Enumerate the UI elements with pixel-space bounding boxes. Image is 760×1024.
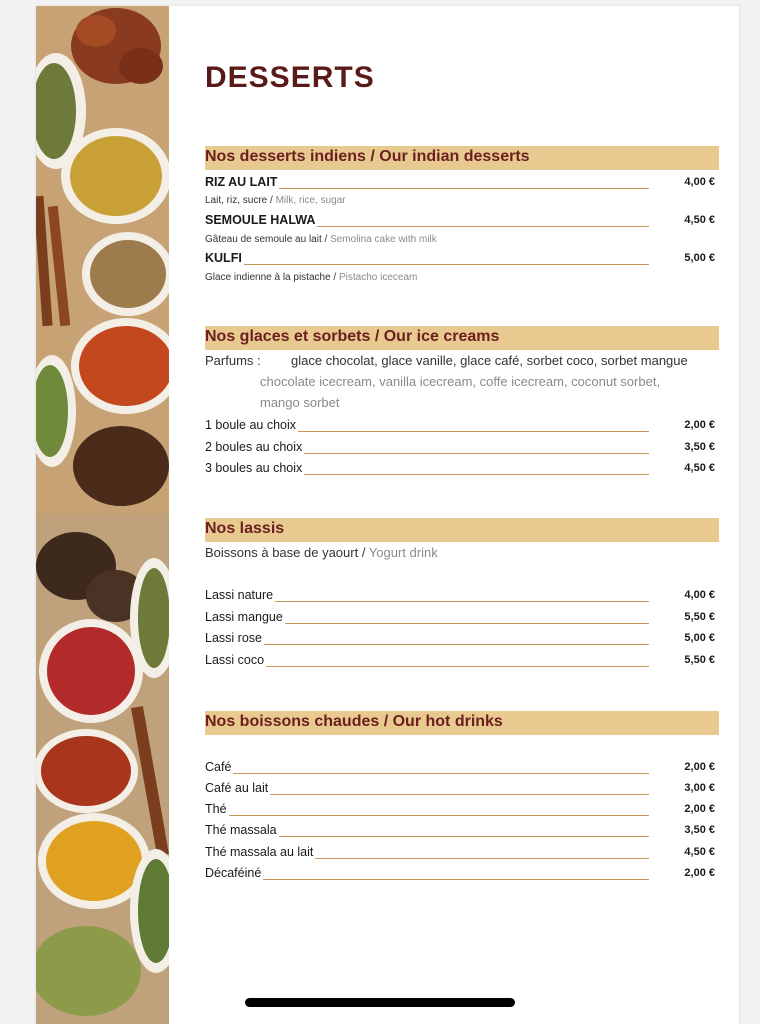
- menu-item: [205, 760, 719, 778]
- menu-page: [36, 6, 739, 1024]
- leader-line: [205, 264, 649, 265]
- item-price: 3,00 €: [684, 782, 715, 794]
- item-name: Thé massala au lait: [205, 845, 314, 859]
- menu-item: [205, 823, 719, 841]
- description-en: Semolina cake with milk: [330, 234, 437, 245]
- menu-item: [205, 866, 719, 884]
- menu-item: [205, 631, 719, 649]
- item-price: 4,50 €: [684, 214, 715, 226]
- leader-line: [205, 794, 649, 795]
- menu-item: [205, 213, 719, 231]
- item-price: 2,00 €: [684, 803, 715, 815]
- leader-line: [205, 644, 649, 645]
- item-price: 2,00 €: [684, 761, 715, 773]
- menu-item: [205, 781, 719, 799]
- leader-line: [205, 879, 649, 880]
- lassis-description: Boissons à base de yaourt / Yogurt drink: [205, 545, 438, 560]
- item-price: 4,50 €: [684, 462, 715, 474]
- section-header-ice-creams: [205, 326, 719, 350]
- section-title: Nos desserts indiens / Our indian desserts: [205, 148, 530, 165]
- section-title: Nos boissons chaudes / Our hot drinks: [205, 713, 503, 730]
- menu-item: [205, 461, 719, 479]
- item-price: 4,00 €: [684, 589, 715, 601]
- menu-item: [205, 845, 719, 863]
- spices-illustration: [36, 6, 169, 1024]
- item-name: RIZ AU LAIT: [205, 175, 278, 189]
- leader-line: [205, 815, 649, 816]
- item-name: Lassi mangue: [205, 610, 283, 624]
- section-title: Nos glaces et sorbets / Our ice creams: [205, 328, 500, 345]
- leader-line: [205, 666, 649, 667]
- menu-item: [205, 175, 719, 193]
- item-price: 3,50 €: [684, 824, 715, 836]
- menu-content: [205, 6, 720, 1024]
- spice-image-strip: [36, 6, 169, 1024]
- menu-item: [205, 653, 719, 671]
- item-price: 5,50 €: [684, 654, 715, 666]
- flavours-label: Parfums :: [205, 353, 261, 368]
- item-name: 1 boule au choix: [205, 418, 297, 432]
- item-price: 2,00 €: [684, 419, 715, 431]
- item-name: 3 boules au choix: [205, 461, 303, 475]
- menu-item: [205, 802, 719, 820]
- section-header-hot-drinks: [205, 711, 719, 735]
- item-price: 3,50 €: [684, 441, 715, 453]
- menu-item: [205, 251, 719, 269]
- section-title: Nos lassis: [205, 520, 285, 537]
- description-en: Milk, rice, sugar: [275, 195, 346, 206]
- item-price: 5,00 €: [684, 252, 715, 264]
- item-description: [205, 195, 346, 206]
- description-en: Pistacho iceceam: [338, 272, 418, 283]
- description-fr: Gâteau de semoule au lait /: [205, 234, 331, 245]
- menu-item: [205, 610, 719, 628]
- description-fr: Lait, riz, sucre /: [205, 195, 276, 206]
- item-name: Lassi rose: [205, 631, 262, 645]
- flavours-fr: glace chocolat, glace vanille, glace café, sorbet coco, sorbet mangue: [291, 353, 688, 368]
- item-name: 2 boules au choix: [205, 440, 303, 454]
- item-name: Décaféiné: [205, 866, 262, 880]
- item-name: Café: [205, 760, 232, 774]
- item-price: 4,50 €: [684, 846, 715, 858]
- item-name: SEMOULE HALWA: [205, 213, 316, 227]
- item-description: [205, 234, 437, 245]
- flavours-en: mango sorbet: [260, 395, 340, 410]
- menu-item: [205, 588, 719, 606]
- item-name: Café au lait: [205, 781, 269, 795]
- item-price: 2,00 €: [684, 867, 715, 879]
- item-name: Lassi coco: [205, 653, 265, 667]
- item-price: 5,50 €: [684, 611, 715, 623]
- item-price: 4,00 €: [684, 176, 715, 188]
- item-description: [205, 272, 417, 283]
- home-indicator[interactable]: [245, 998, 515, 1007]
- flavours-en: chocolate icecream, vanilla icecream, coffe icecream, coconut sorbet,: [260, 374, 661, 389]
- section-header-lassis: [205, 518, 719, 542]
- item-name: KULFI: [205, 251, 242, 265]
- item-name: Lassi nature: [205, 588, 274, 602]
- description-fr: Glace indienne à la pistache /: [205, 272, 339, 283]
- leader-line: [205, 773, 649, 774]
- page-title: DESSERTS: [205, 61, 375, 94]
- item-name: Thé massala: [205, 823, 277, 837]
- menu-item: [205, 418, 719, 436]
- section-header-indian-desserts: [205, 146, 719, 170]
- item-name: Thé: [205, 802, 227, 816]
- item-price: 5,00 €: [684, 632, 715, 644]
- menu-item: [205, 440, 719, 458]
